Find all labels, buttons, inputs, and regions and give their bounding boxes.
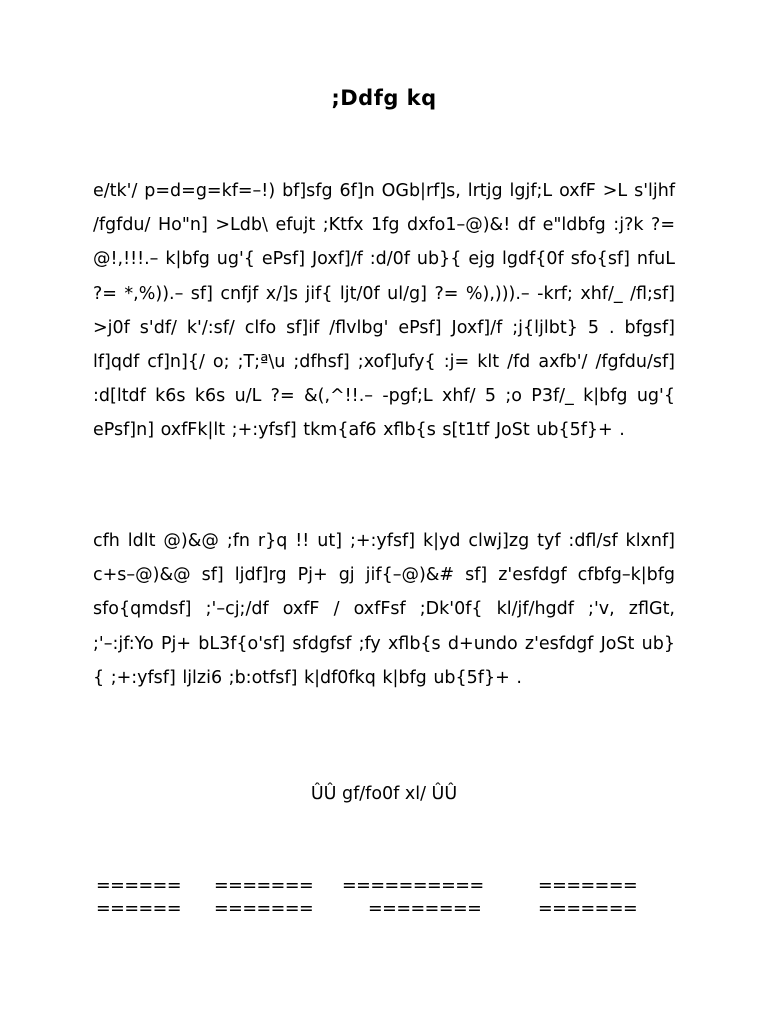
separator-2: ======= [214,899,314,919]
separator-3: ========== [342,876,484,896]
body-paragraph-2: cfh ldlt @)&@ ;fn r}q !! ut] ;+:yfsf] k|yd clwj]zg tyf :dfl/sf klxnf] c+s–@)&@ sf] ljdf]rg Pj+ gj jif{–@)&# sf] z'esfdgf cfbfg–k|bfg sfo{qmdsf] ;'–cj;/df oxfF / oxfFsf ;Dk'0f{ kl/jf/hgdf ;'v, zflGt, ;'–:jf:Yo Pj+ bL3f{o'sf] sfdgfsf ;fy xflb{s d+undo z'esfdgf JoSt ub}{ ;+:yfsf] ljlzi6 ;b:otfsf] k|df0fkq k|bfg ub{5f}+ . [93,531,675,688]
separator-4: ======= [538,899,638,919]
separator-4: ======= [538,876,638,896]
closing-line: ÛÛ gf/fo0f xl/ ÛÛ [310,784,458,804]
separator-2: ======= [214,876,314,896]
separator-3: ======== [368,899,482,919]
separator-1: ====== [96,876,181,896]
document-title: ;Ddfg kq [331,86,437,110]
separator-1: ====== [96,899,181,919]
body-paragraph-1: e/tk'/ p=d=g=kf=–!) bf]sfg 6f]n OGb|rf]s, lrtjg lgjf;L oxfF >L s'ljhf /fgfdu/ Ho"n] >Ldb\ efujt ;Ktfx 1fg dxfo1–@)&! df e"ldbfg :j?k ?= @!,!!!.– k|bfg ug'{ ePsf] Joxf]/f :d/0f ub}{ ejg lgdf{0f sfo{sf] nfuL ?= *,%)).– sf] cnfjf x/]s jif{ ljt/0f ul/g] ?= %),))).– -krf; xhf/_ /fl;sf] >j0f s'df/ k'/:sf/ clfo sf]if /flvlbg' ePsf] Joxf]/f ;j{ljlbt} 5 . bfgsf] lf]qdf cf]n]{/ o; ;T;ª\u ;dfhsf] ;xof]ufy{ :j= klt /fd axfb'/ /fgfdu/sf] :d[ltdf k6s k6s u/L ?= &(,^!!.– -pgf;L xhf/ 5 ;o P3f/_ k|bfg ug'{ ePsf]n] oxfFk|lt ;+:yfsf] tkm{af6 xflb{s s[t1tf JoSt ub{5f}+ . [93,181,675,441]
